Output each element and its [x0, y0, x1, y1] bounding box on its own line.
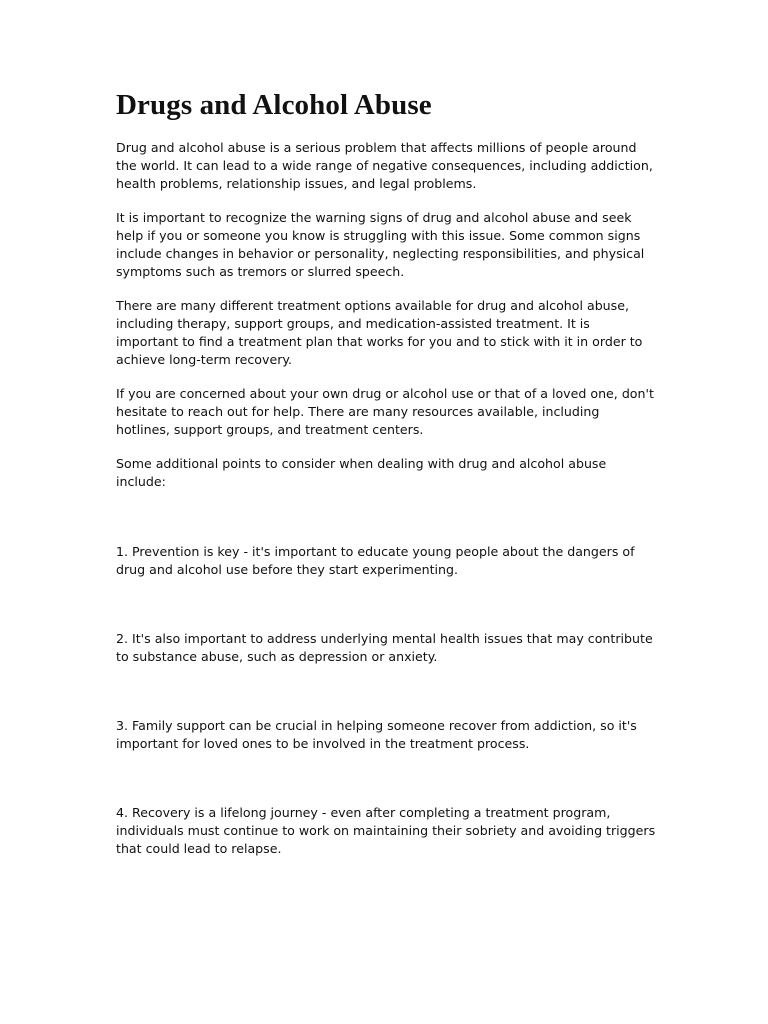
document-title: Drugs and Alcohol Abuse	[116, 89, 432, 121]
document-page	[116, 86, 656, 909]
paragraph-intro: Drug and alcohol abuse is a serious problem that affects millions of people around the world. It can lead to a wide range of negative consequences, including addiction, health problems, relationship issues, and legal problems.	[116, 140, 653, 191]
paragraph-additional-points: Some additional points to consider when dealing with drug and alcohol abuse include:	[116, 456, 607, 489]
list-item-prevention: 1. Prevention is key - it's important to educate young people about the dangers of drug and alcohol use before they start experimenting.	[116, 544, 635, 577]
paragraph-seek-help: If you are concerned about your own drug or alcohol use or that of a loved one, don't hesitate to reach out for help. There are many resources available, including hotlines, support groups, and treatment centers.	[116, 386, 654, 437]
list-item-recovery: 4. Recovery is a lifelong journey - even after completing a treatment program, individuals must continue to work on maintaining their sobriety and avoiding triggers that could lead to relapse.	[116, 805, 656, 856]
paragraph-warning-signs: It is important to recognize the warning signs of drug and alcohol abuse and seek help if you or someone you know is struggling with this issue. Some common signs include changes in behavior or personality, neglecting responsibilities, and physical symptoms such as tremors or slurred speech.	[116, 210, 645, 279]
list-item-mental-health: 2. It's also important to address underlying mental health issues that may contribute to substance abuse, such as depression or anxiety.	[116, 631, 653, 664]
list-item-family-support: 3. Family support can be crucial in helping someone recover from addiction, so it's important for loved ones to be involved in the treatment process.	[116, 718, 637, 751]
paragraph-treatment-options: There are many different treatment options available for drug and alcohol abuse, including therapy, support groups, and medication-assisted treatment. It is important to find a treatment plan that works for you and to stick with it in order to achieve long-term recovery.	[116, 298, 643, 367]
